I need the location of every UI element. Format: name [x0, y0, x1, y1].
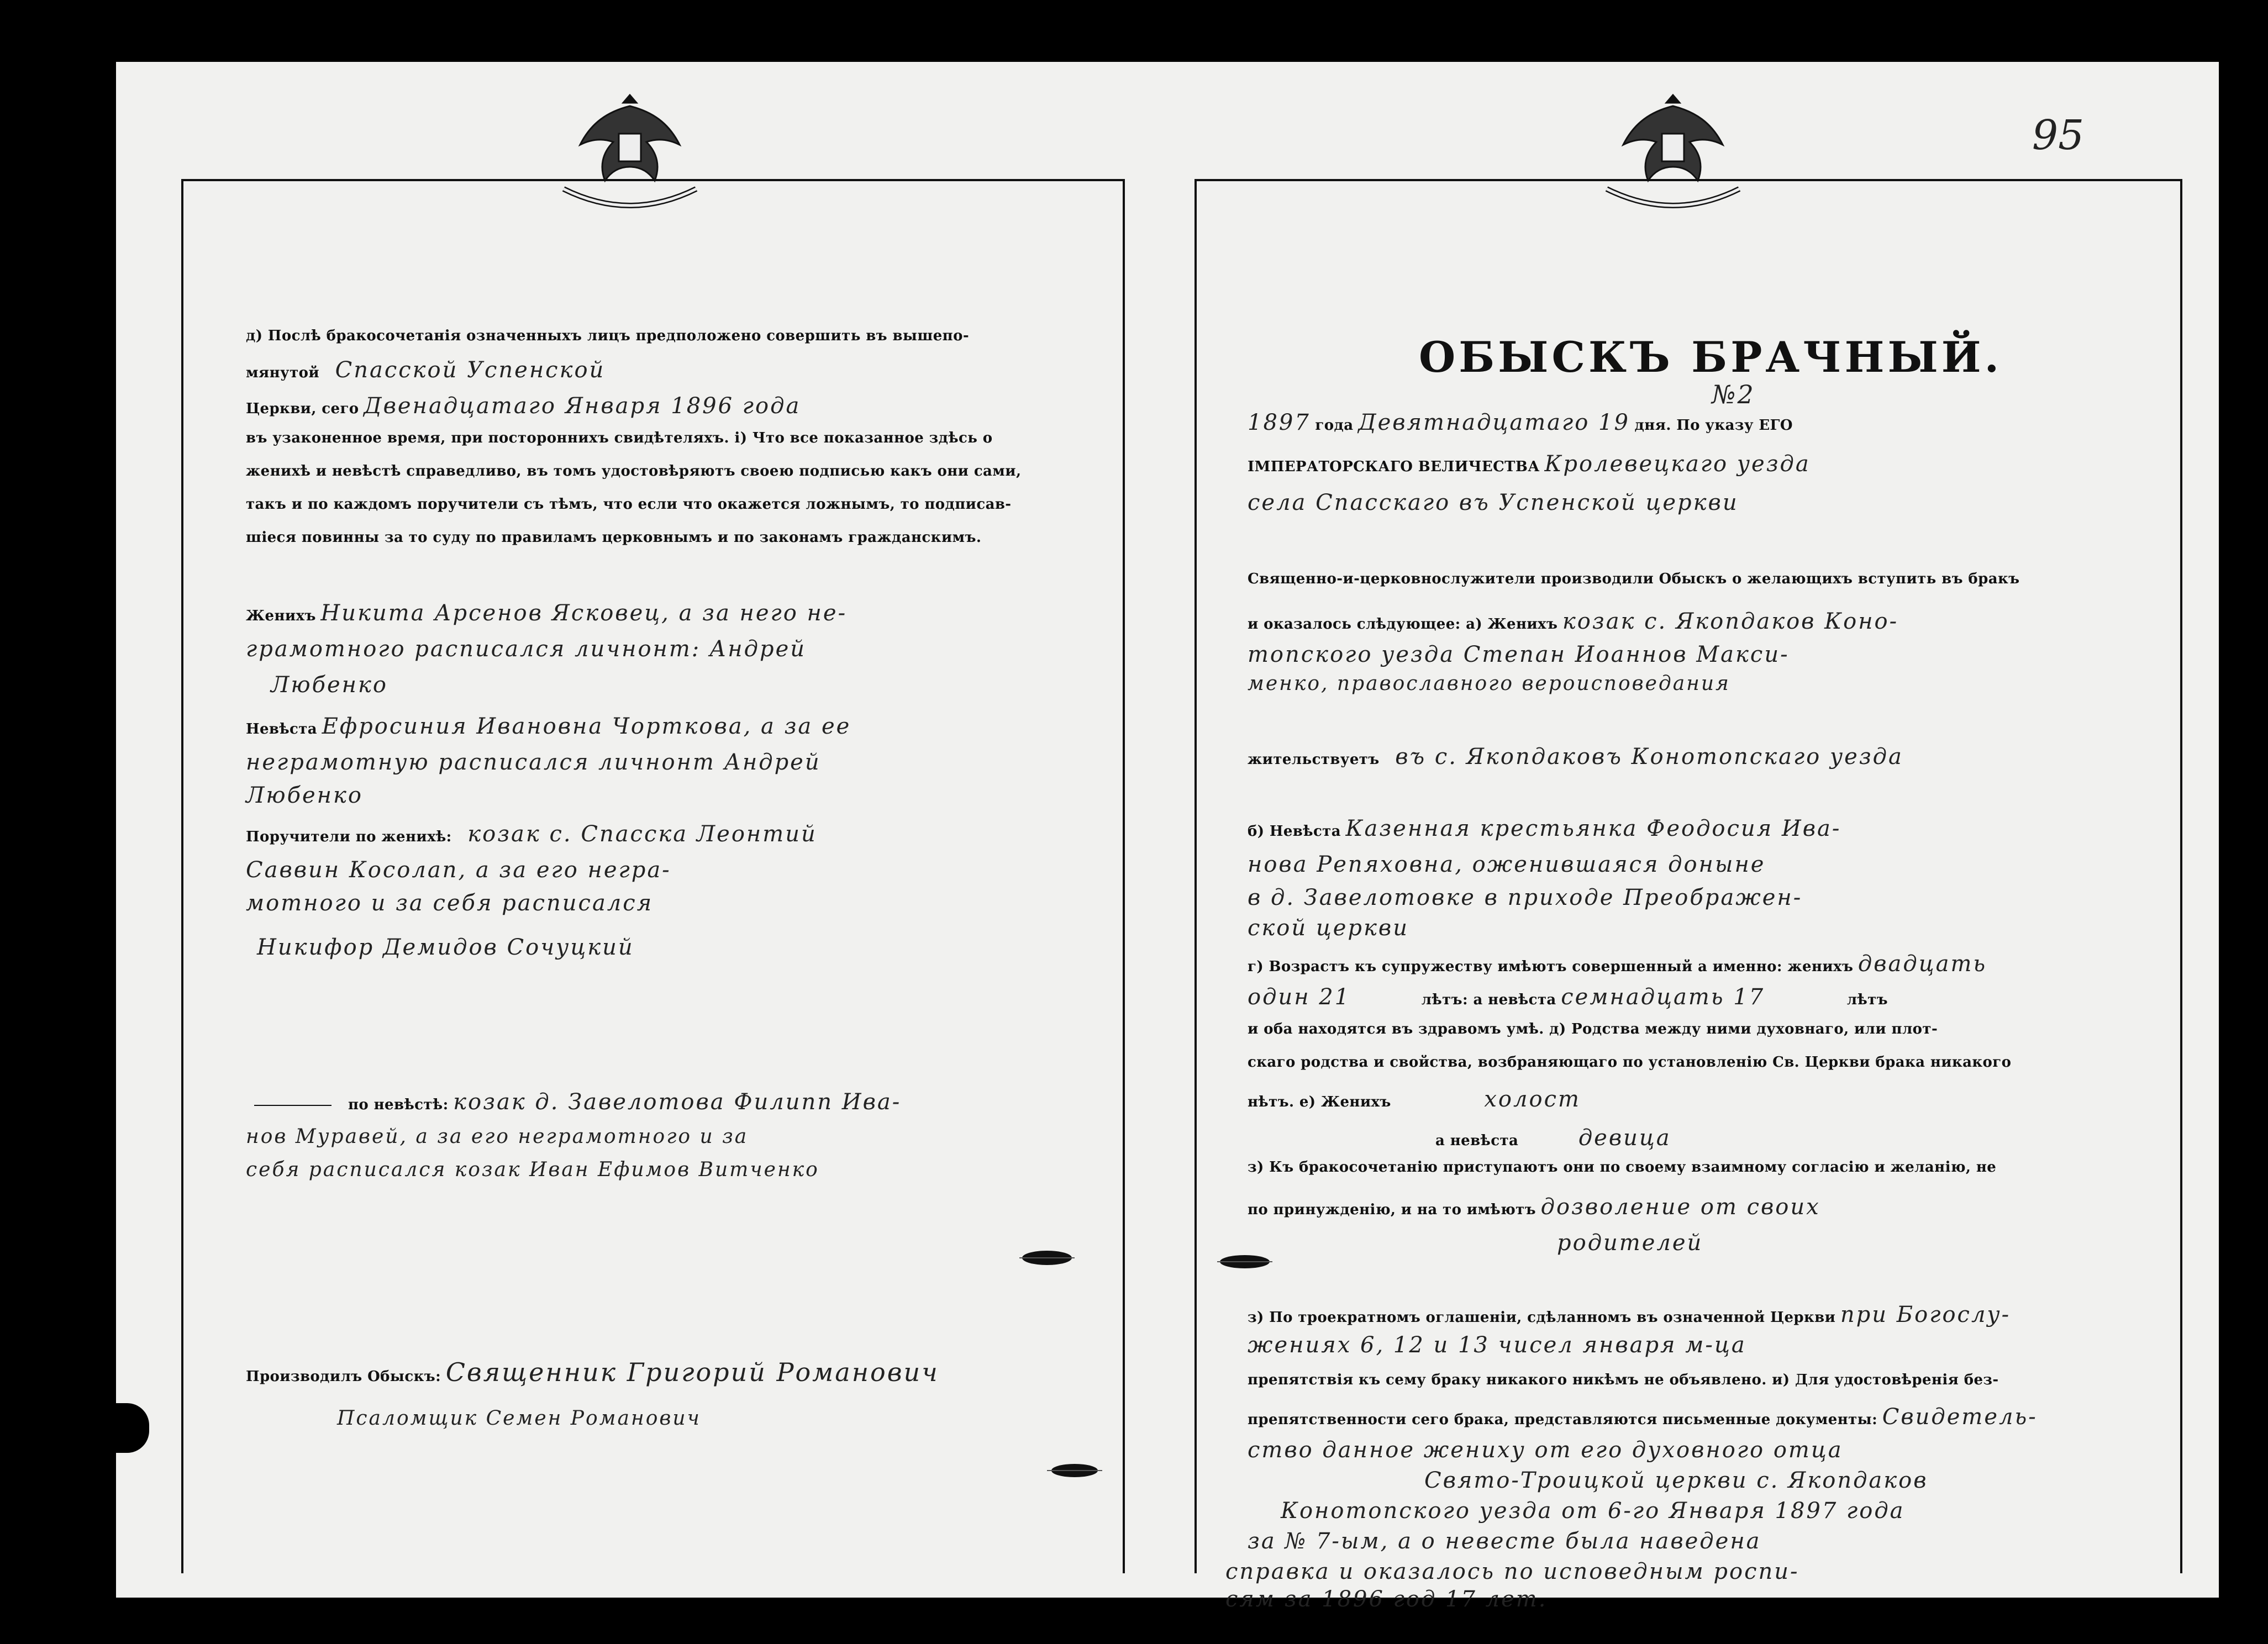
form-line-7: шіеся повинны за то суду по правиламъ церковнымъ и по законамъ гражданскимъ.	[246, 529, 982, 546]
sureties-groom-handwriting-4: Никифор Демидов Сочуцкий	[257, 935, 634, 960]
docs-handwriting-3: Свято-Троицкой церкви с. Якопдаков	[1424, 1468, 1928, 1493]
banns-handwriting-2: жениях 6, 12 и 13 чисел января м-ца	[1248, 1332, 1746, 1358]
form-line-2: мянутой Спасской Успенской	[246, 357, 606, 383]
years-label-2: лѣтъ	[1846, 992, 1888, 1008]
wax-seal-icon	[1044, 1459, 1105, 1482]
imperial-eagle-crest-icon	[541, 84, 718, 228]
consent-handwriting-2: родителей	[1557, 1230, 1703, 1256]
sureties-bride-label: по невѣстѣ:	[348, 1097, 449, 1113]
form-line-6: такъ и по каждомъ поручители съ тѣмъ, что если что окажется ложнымъ, то подписав-	[246, 496, 1012, 513]
form-line-5: женихѣ и невѣстѣ справедливо, въ томъ удостовѣряютъ своею подписью какъ они сами,	[246, 463, 1022, 479]
banns-handwriting-1: при Богослу-	[1840, 1302, 2011, 1327]
sureties-groom-label: Поручители по женихѣ:	[246, 829, 452, 845]
conducted-handwriting-2: Псаломщик Семен Романович	[337, 1407, 701, 1430]
docs-handwriting-5: за № 7-ым, а о невесте была наведена	[1248, 1529, 1761, 1554]
wax-seal-icon	[1017, 1247, 1077, 1269]
bride-handwriting-3: в д. Завелотовке в приходе Преображен-	[1248, 885, 1803, 910]
bride-handwriting-2: неграмотную расписался личнонт Андрей	[246, 750, 821, 775]
sureties-bride-handwriting-3: себя расписался козак Иван Ефимов Витченко	[246, 1158, 819, 1181]
bride-handwriting-1: Ефросиния Ивановна Чорткова, а за ее	[322, 714, 851, 739]
bride-status-handwriting: девица	[1578, 1125, 1671, 1151]
age-label: г) Возрастъ къ супружеству имѣютъ совершенный а именно: женихъ	[1248, 958, 1854, 975]
residence-label: жительствуетъ	[1248, 751, 1380, 768]
sureties-groom-handwriting-1: козак с. Спасска Леонтий	[467, 821, 817, 847]
consent-handwriting-1: дозволение от своих	[1540, 1194, 1820, 1220]
form-line-3: Церкви, сего Двенадцатаго Января 1896 года	[246, 393, 801, 419]
docs-handwriting-4: Конотопского уезда от 6-го Января 1897 года	[1281, 1498, 1905, 1524]
wax-seal-icon	[1214, 1251, 1275, 1273]
groom-status-handwriting: холост	[1484, 1087, 1581, 1112]
bride-handwriting-2: нова Репяховна, оженившаяся доныне	[1248, 852, 1766, 877]
groom-handwriting-1: Никита Арсенов Ясковец, а за него не-	[320, 600, 848, 626]
conducted-handwriting-1: Священник Григорий Романович	[445, 1357, 939, 1387]
docs-handwriting-1: Свидетель-	[1882, 1404, 2038, 1430]
groom-handwriting-2: топского уезда Степан Иоаннов Макси-	[1248, 642, 1790, 667]
groom-handwriting-1: козак с. Якопдаков Коно-	[1562, 609, 1899, 634]
docs-handwriting-6: справка и оказалось по исповедным роспи-	[1225, 1559, 1799, 1584]
record-number: №2	[1712, 380, 1755, 409]
residence-handwriting: въ с. Якопдаковъ Конотопскаго уезда	[1395, 744, 1903, 770]
bride-handwriting-4: ской церкви	[1248, 915, 1409, 941]
bride-handwriting-1: Казенная крестьянка Феодосия Ива-	[1345, 816, 1841, 841]
bride-handwriting-3: Любенко	[246, 783, 363, 808]
age-groom-handwriting-2: один 21	[1248, 984, 1351, 1010]
right-page: 95 ОБЫСКЪ БРАЧНЫЙ. №2 1897 года Девятнадцатаго 19 дня. По указу ЕГО ІМПЕРАТОРСКАГО ВЕЛИЧЕСТВА Кролевецкаго уезда села Спасскаго въ Успенской церкви Священно-и-церковнослужители производили Обыскъ о желающихъ вступить въ бракъ и оказалось слѣдующее: а) Женихъ козак с. Якопдаков Коно- топского уезда Степан Иоаннов Макси- менко, православного вероисповедания жительствуетъ въ с. Якопдаковъ Конотопскаго уезда б) Невѣста Казенная крестьянка Феодосия Ива- нова Репяховна, оженившаяся доныне в д. Завелотовке в приходе Преображен- ской церкви г) Возрастъ къ супружеству имѣютъ совершенный а именно: женихъ двадцать один 21 лѣтъ: а невѣста семнадцать 17 лѣтъ и оба находятся въ здравомъ умѣ. д) Родства между ними духовнаго, или плот- скаго родства и свойства, возбраняющаго по установленію Св. Церкви брака никакого нѣтъ. е) Женихъ холост а невѣста девица з) Къ бракосочетанію приступаютъ они по своему взаимному согласію и желанію, не по принужденію, и на то имѣютъ дозволение от своих родителей з) По троекратномъ оглашеніи, сдѣланномъ въ означенной Церкви при Богослу- жениях 6, 12 и 13 чисел января м-ца препятствія къ сему браку никакого никѣмъ не объявлено. и) Для удостовѣренія без- препятственности сего брака, представляются письменные документы: Свидетель- ство данное жениху от его духовного отца Свято-Троицкой церкви с. Якопдаков Конотопского уезда от 6-го Января 1897 года за № 7-ым, а о невесте была наведена справка и оказалось по исповедным роспи- сям за 1896 год 17 лет.	[1159, 62, 2219, 1598]
page-number: 95	[2032, 112, 2085, 159]
imperial-eagle-crest-icon	[1585, 84, 1761, 228]
blank-line	[254, 1105, 331, 1106]
bride-label: Невѣста	[246, 721, 318, 737]
sureties-bride-handwriting-1: козак д. Завелотова Филипп Ива-	[453, 1089, 902, 1115]
left-page	[116, 62, 1159, 1598]
found-label: и оказалось слѣдующее: а) Женихъ	[1248, 616, 1558, 633]
docs-handwriting-2: ство данное жениху от его духовного отца	[1248, 1437, 1843, 1463]
age-groom-handwriting: двадцать	[1857, 951, 1987, 977]
groom-handwriting-3: менко, православного вероисповедания	[1248, 672, 1730, 695]
sureties-groom-handwriting-2: Саввин Косолап, а за его негра-	[246, 857, 671, 883]
bride-status-label: а невѣста	[1435, 1132, 1519, 1149]
clergy-line: Священно-и-церковнослужители производили Обыскъ о желающихъ вступить въ бракъ	[1248, 571, 2020, 587]
conducted-label: Производилъ Обыскъ:	[246, 1368, 441, 1385]
years-label: лѣтъ: а невѣста	[1421, 992, 1556, 1008]
sureties-bride-handwriting-2: нов Муравей, а за его неграмотного и за	[246, 1125, 749, 1148]
document-title: ОБЫСКЪ БРАЧНЫЙ.	[1419, 333, 2003, 382]
sureties-groom-handwriting-3: мотного и за себя расписался	[246, 890, 654, 916]
age-bride-handwriting: семнадцать 17	[1561, 984, 1765, 1010]
bride-label: б) Невѣста	[1248, 823, 1341, 840]
groom-handwriting-2: грамотного расписался личнонт: Андрей	[246, 636, 807, 662]
groom-handwriting-3: Любенко	[271, 672, 388, 698]
form-line-1: д) Послѣ бракосочетанія означенныхъ лицъ предположено совершить въ вышепо-	[246, 328, 970, 344]
docs-handwriting-7: сям за 1896 год 17 лет.	[1225, 1587, 1548, 1612]
groom-label: Женихъ	[246, 608, 316, 624]
form-line-4: въ узаконенное время, при постороннихъ свидѣтеляхъ. і) Что все показанное здѣсь о	[246, 430, 993, 446]
